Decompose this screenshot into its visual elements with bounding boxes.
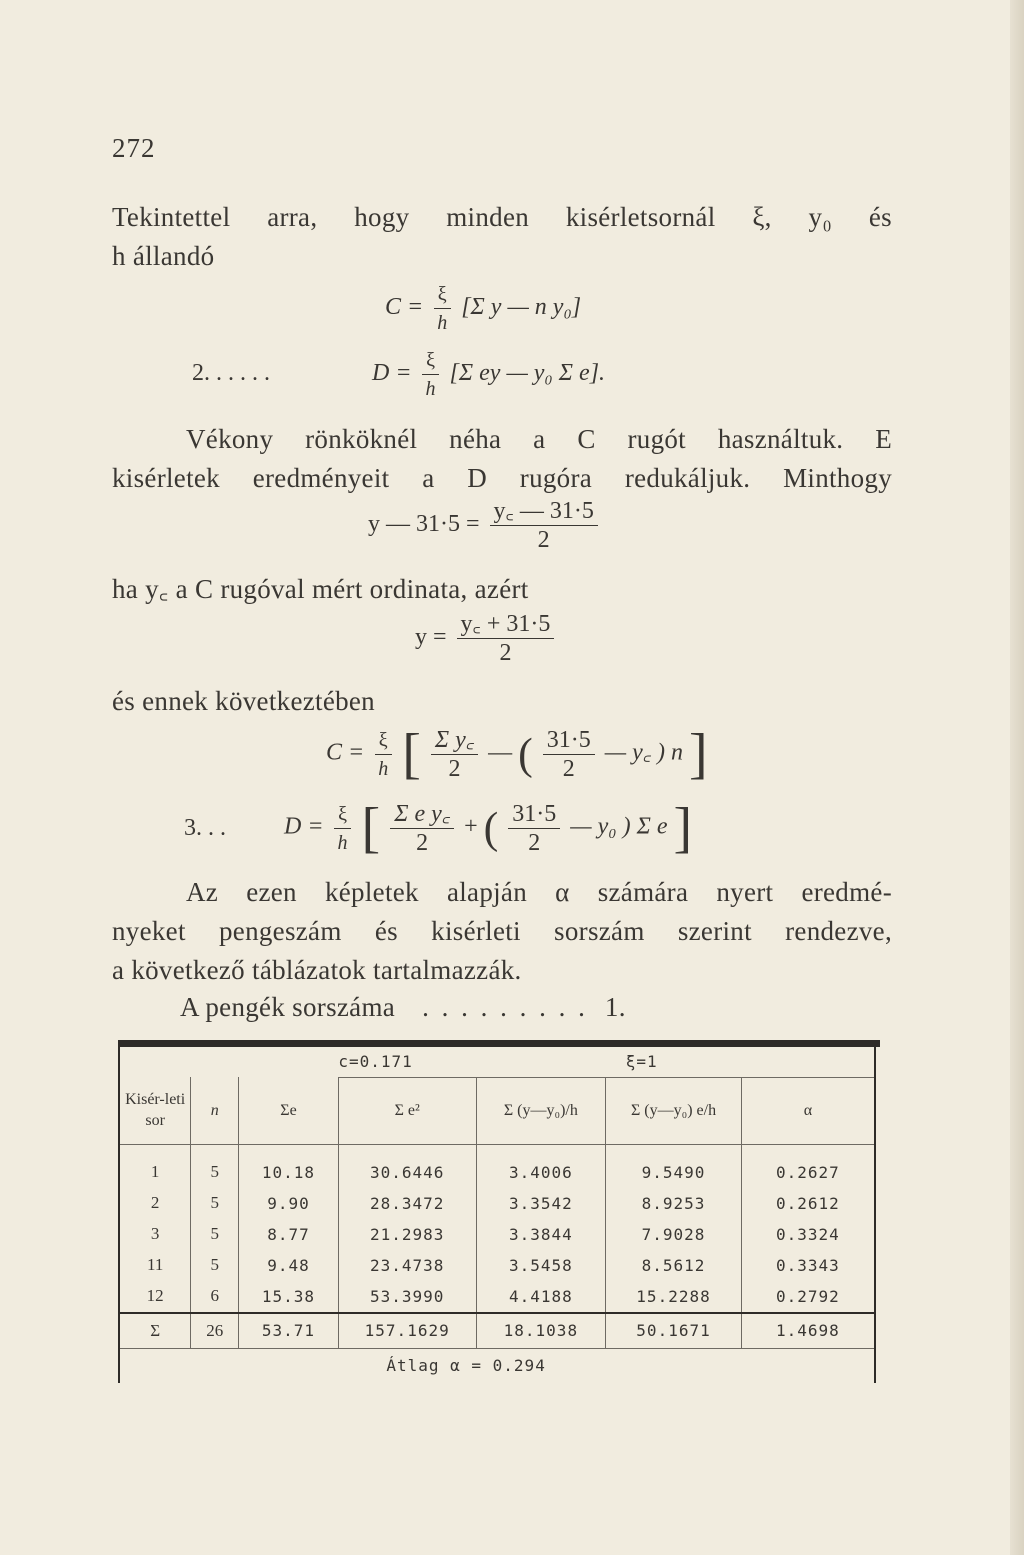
col-header-sum-y-diff-e: Σ (y—y₀) e/h [606,1077,742,1144]
eq-y1-lhs: y — 31·5 = [368,511,480,538]
table-top-rule [118,1040,880,1047]
table-cell: 11 [119,1250,191,1281]
left-bracket: [ [402,723,421,785]
table-cell: 3.4006 [476,1144,606,1188]
table-cell: 2 [119,1188,191,1219]
table-cell: 3.3844 [476,1219,606,1250]
paragraph-4: és ennek következtében [112,686,375,716]
eq3-D-lhs: D = [284,813,324,840]
sum-cell-ydiff: 18.1038 [476,1313,606,1349]
blade-dots: . . . . . . . . . [422,992,588,1022]
eq-y2-num: y꜀ + 31·5 [457,610,555,639]
equation-D-rhs: [Σ ey — y₀ Σ e]. [449,360,606,387]
blade-value: 1. [604,992,626,1022]
equation-3-D [284,796,692,860]
equation-D [372,346,605,403]
table-cell: 9.48 [239,1250,339,1281]
table-cell: 6 [191,1281,239,1313]
table-xi-value: ξ=1 [606,1047,875,1077]
col-header-sum-y-diff: Σ (y—y₀)/h [476,1077,606,1144]
results-table [118,1040,880,1383]
col-header-row-id: Kisér-leti sor [119,1077,191,1144]
eq3-C-h: h [378,757,389,780]
para5-line3-text: a következő táblázatok tartalmazzák. [112,955,522,985]
eq-y2-den: 2 [499,640,512,666]
equation-C-lhs: C = [385,294,424,321]
equation-D-frac-den: h [425,378,436,400]
eq-y1-num: y꜀ — 31·5 [490,497,598,526]
blade-label: A pengék sorszáma [180,992,396,1022]
table-row [119,1144,875,1188]
table-row [119,1219,875,1250]
eq3-C-a-den: 2 [448,755,461,782]
table-cell: 0.2792 [741,1281,875,1313]
table-average: Átlag α = 0.294 [386,1356,546,1375]
right-bracket: ] [689,723,708,785]
table-row [119,1188,875,1219]
table-cell: 7.9028 [606,1219,742,1250]
table-row [119,1250,875,1281]
eq3-C-tail: — y꜀ ) n [604,739,684,766]
table-row [119,1281,875,1313]
eq3-C-lhs: C = [326,739,365,766]
eq3-D-a-den: 2 [416,829,429,856]
eq3-C-minus: — [488,739,513,766]
table-cell: 28.3472 [338,1188,476,1219]
eq3-D-b-den: 2 [528,829,541,856]
para2-line1-text: Vékony rönköknél néha a C rugót használtuk. E [186,424,892,454]
para2-line2-text: kisérletek eredményeit a D rugóra redukáljuk. Minthogy [112,463,892,493]
sum-cell-ydiff-e: 50.1671 [606,1313,742,1349]
sum-cell-e2: 157.1629 [338,1313,476,1349]
equation-number-2: 2. . . . . . [192,360,270,386]
eq3-C-a-num: Σ y꜀ [431,726,478,755]
eq3-D-h: h [337,831,348,854]
left-bracket: [ [361,797,381,859]
table-cell: 15.2288 [606,1281,742,1313]
table-body [119,1144,875,1313]
eq3-D-a-num: Σ e y꜀ [390,800,454,829]
table-cell: 3.3542 [476,1188,606,1219]
col-header-sum-e: Σe [239,1077,339,1144]
equation-C-rhs: [Σ y — n y₀] [461,294,582,321]
intro-line-1: Tekintettel arra, hogy minden kisérletsornál ξ, y₀ és [112,202,892,232]
paragraph-3: ha y꜀ a C rugóval mért ordinata, azért [112,574,529,604]
table-cell: 5 [191,1219,239,1250]
paragraph-5-line1 [186,873,892,912]
table-cell: 9.5490 [606,1144,742,1188]
table-cell: 5 [191,1144,239,1188]
table-cell: 5 [191,1188,239,1219]
equation-3-C [326,722,708,786]
table-cell: 12 [119,1281,191,1313]
eq3-D-tail: — y₀ ) Σ e [570,813,668,840]
sum-cell-alpha: 1.4698 [741,1313,875,1349]
paragraph-5-rest [112,912,892,990]
table-cell: 0.2627 [741,1144,875,1188]
equation-D-frac-num: ξ [422,346,439,375]
intro-line-2: h állandó [112,241,215,271]
table-c-value: c=0.171 [338,1047,605,1077]
right-bracket: ] [673,797,693,859]
table-cell: 21.2983 [338,1219,476,1250]
para5-line2-text: nyeket pengeszám és kisérleti sorszám szerint rendezve, [112,916,892,946]
paragraph-2-line2 [112,459,892,498]
results-table-grid [118,1047,876,1383]
table-cell: 53.3990 [338,1281,476,1313]
page-number: 272 [112,133,156,163]
col-header-n: n [191,1077,239,1144]
eq3-C-b-num: 31·5 [543,726,595,755]
table-cell: 0.3324 [741,1219,875,1250]
col-header-sum-e-squared: Σ e² [338,1077,476,1144]
col-header-alpha: α [741,1077,875,1144]
table-cell: 15.38 [239,1281,339,1313]
page-edge-shadow [1010,0,1024,1555]
sum-cell-n: 26 [191,1313,239,1349]
left-paren: ( [518,729,533,779]
sum-cell-e: 53.71 [239,1313,339,1349]
equation-y-minus [368,497,602,554]
eq3-D-plus: + [464,813,478,840]
table-c-value-cell [119,1047,338,1077]
table-cell: 3.5458 [476,1250,606,1281]
left-paren: ( [483,803,499,853]
table-cell: 9.90 [239,1188,339,1219]
paragraph-2-line1 [186,420,892,459]
table-cell: 5 [191,1250,239,1281]
table-cell: 1 [119,1144,191,1188]
eq3-D-xi: ξ [334,800,351,829]
eq3-C-b-den: 2 [562,755,575,782]
sum-cell-label: Σ [119,1313,191,1349]
table-cell: 4.4188 [476,1281,606,1313]
table-cell: 0.3343 [741,1250,875,1281]
equation-C-frac-den: h [437,312,448,334]
eq-y1-den: 2 [537,527,550,553]
table-cell: 8.5612 [606,1250,742,1281]
equation-y-plus [415,610,558,667]
equation-C-frac-num: ξ [434,280,451,309]
intro-paragraph [112,198,892,276]
table-cell: 23.4738 [338,1250,476,1281]
table-cell: 0.2612 [741,1188,875,1219]
blade-number-line [180,988,820,1027]
table-cell: 10.18 [239,1144,339,1188]
para5-line1-text: Az ezen képletek alapján α számára nyert eredmé- [186,877,892,907]
eq3-C-xi: ξ [375,726,392,755]
table-cell: 30.6446 [338,1144,476,1188]
table-cell: 8.77 [239,1219,339,1250]
table-cell: 3 [119,1219,191,1250]
equation-C [385,280,581,337]
table-cell: 8.9253 [606,1188,742,1219]
eq3-D-b-num: 31·5 [508,800,560,829]
equation-number-3: 3. . . [184,815,226,841]
equation-D-lhs: D = [372,360,412,387]
eq-y2-lhs: y = [415,624,447,651]
